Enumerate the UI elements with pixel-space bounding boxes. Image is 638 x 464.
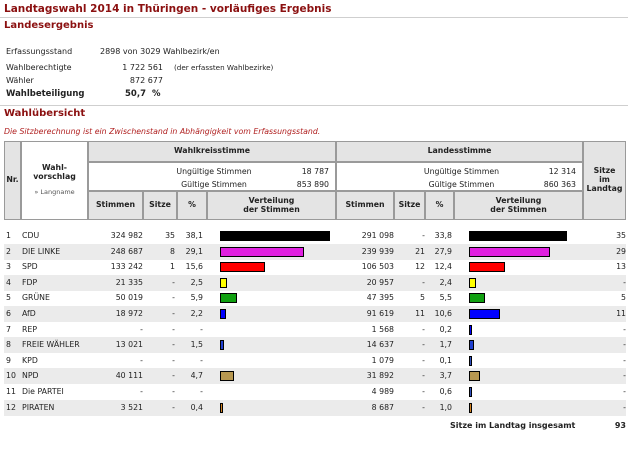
landtag-sitze: - — [623, 324, 626, 334]
ls-vote-bar — [469, 340, 474, 350]
wk-gueltige-label: Gültige Stimmen — [181, 180, 247, 189]
ls-stimmen-summary — [336, 162, 583, 191]
landtag-sitze: - — [623, 277, 626, 287]
party-name[interactable]: REP — [22, 324, 38, 334]
wk-stimmen-summary — [88, 162, 336, 191]
wk-stimmen: 248 687 — [110, 246, 143, 256]
nr: 10 — [6, 371, 16, 381]
wk-pct: 0,4 — [190, 402, 203, 412]
table-row — [4, 337, 626, 353]
ls-stimmen: 91 619 — [366, 309, 394, 318]
landtag-sitze: - — [623, 355, 626, 365]
ls-stimmen: 291 098 — [361, 231, 394, 240]
wk-col-pct: % — [177, 191, 207, 220]
ls-stimmen: 47 395 — [366, 293, 394, 303]
ls-vote-bar — [469, 278, 476, 288]
wk-vote-bar — [220, 340, 224, 350]
ls-stimmen: 239 939 — [361, 246, 394, 256]
ls-sitze: - — [422, 231, 425, 240]
ls-vote-bar — [469, 371, 480, 381]
party-name[interactable]: GRÜNE — [22, 293, 50, 303]
wk-sitze: - — [172, 340, 175, 350]
wk-sitze: - — [172, 371, 175, 381]
landtag-sitze: - — [623, 371, 626, 381]
wk-stimmen: - — [140, 324, 143, 334]
wk-stimmen: - — [140, 355, 143, 365]
waehler-value: 872 677 — [129, 76, 163, 85]
ls-sitze: 21 — [415, 246, 425, 256]
ls-sitze: 12 — [415, 262, 425, 272]
wk-pct: 29,1 — [185, 246, 203, 256]
sitzberechnung-note: Die Sitzberechnung ist ein Zwischenstand in Abhängigkeit vom Erfassungsstand. — [4, 127, 321, 136]
landtag-sitze: 13 — [616, 262, 626, 272]
ls-pct: 2,4 — [439, 277, 452, 287]
wk-col-verteilung: Verteilung der Stimmen — [207, 191, 336, 220]
wk-gueltige-value: 853 890 — [296, 180, 329, 189]
wk-sitze: - — [172, 293, 175, 303]
wk-pct: - — [200, 387, 203, 396]
berechtigte-note: (der erfassten Wahlbezirke) — [174, 63, 274, 72]
wk-sitze: 1 — [170, 262, 175, 272]
table-row — [4, 290, 626, 306]
wk-pct: 4,7 — [190, 371, 203, 381]
ls-ungueltige-label: Ungültige Stimmen — [423, 167, 500, 176]
wk-pct: - — [200, 355, 203, 365]
ls-sitze: - — [422, 371, 425, 381]
ls-sitze: - — [422, 402, 425, 412]
nr: 11 — [6, 387, 16, 396]
ls-stimmen: 8 687 — [371, 402, 394, 412]
ls-sitze: - — [422, 387, 425, 396]
table-row — [4, 228, 626, 244]
ls-pct: 0,1 — [439, 355, 452, 365]
ls-vote-bar — [469, 262, 505, 272]
ls-gueltige-value: 860 363 — [543, 180, 576, 189]
nr: 12 — [6, 402, 16, 412]
erfassung-value: 2898 von 3029 Wahlbezirk/en — [100, 47, 220, 56]
ls-gueltige-label: Gültige Stimmen — [428, 180, 495, 189]
ls-vote-bar — [469, 325, 472, 335]
ls-sitze: 11 — [415, 309, 425, 318]
ls-sitze: - — [422, 277, 425, 287]
ls-pct: 1,0 — [439, 402, 452, 412]
wk-sitze: - — [172, 277, 175, 287]
total-seats-label: Sitze im Landtag insgesamt — [450, 421, 576, 430]
ls-pct: 3,7 — [439, 371, 452, 381]
ls-col-sitze: Sitze — [394, 191, 425, 220]
wk-vote-bar — [220, 371, 234, 381]
ls-pct: 5,5 — [439, 293, 452, 303]
wk-stimmen: - — [140, 387, 143, 396]
ls-sitze: - — [422, 355, 425, 365]
wk-ungueltige-value: 18 787 — [301, 167, 329, 176]
party-name[interactable]: PIRATEN — [22, 402, 55, 412]
table-row — [4, 353, 626, 369]
wk-col-sitze: Sitze — [143, 191, 177, 220]
ls-pct: 12,4 — [434, 262, 452, 272]
ls-col-verteilung: Verteilung der Stimmen — [454, 191, 583, 220]
ls-pct: 0,2 — [439, 324, 452, 334]
ls-stimmen: 1 079 — [371, 355, 394, 365]
ls-ungueltige-value: 12 314 — [548, 167, 576, 176]
ls-pct: 0,6 — [439, 387, 452, 396]
total-seats-value: 93 — [614, 421, 626, 430]
section-wahluebersicht: Wahlübersicht — [4, 108, 86, 119]
wk-sitze: - — [172, 309, 175, 318]
nr: 6 — [6, 309, 11, 318]
col-nr-header: Nr. — [4, 141, 21, 220]
ls-col-pct: % — [425, 191, 454, 220]
beteiligung-value: 50,7 — [125, 89, 146, 99]
beteiligung-unit: % — [152, 89, 161, 99]
wk-sitze: - — [172, 402, 175, 412]
ls-stimmen: 1 568 — [371, 324, 394, 334]
ls-vote-bar — [469, 387, 472, 397]
ls-vote-bar — [469, 231, 567, 241]
table-row — [4, 400, 626, 416]
col-sitze-landtag-header: Sitze im Landtag — [583, 141, 626, 220]
wk-sitze: - — [172, 355, 175, 365]
table-row — [4, 275, 626, 291]
ls-sitze: - — [422, 324, 425, 334]
wk-sitze: 35 — [165, 231, 175, 240]
ls-vote-bar — [469, 293, 485, 303]
langname-link[interactable]: » Langname — [34, 188, 75, 197]
wk-pct: 5,9 — [190, 293, 203, 303]
party-name[interactable]: FDP — [22, 277, 38, 287]
section-landesergebnis: Landesergebnis — [4, 20, 94, 31]
ls-stimmen: 4 989 — [371, 387, 394, 396]
nr: 7 — [6, 324, 11, 334]
wk-pct: 2,2 — [190, 309, 203, 318]
ls-vote-bar — [469, 356, 472, 366]
wk-vote-bar — [220, 231, 330, 241]
landtag-sitze: 29 — [616, 246, 626, 256]
ls-vote-bar — [469, 309, 500, 319]
ls-col-stimmen: Stimmen — [336, 191, 394, 220]
nr: 5 — [6, 293, 11, 303]
ls-stimmen: 20 957 — [366, 277, 394, 287]
nr: 8 — [6, 340, 11, 350]
wk-stimmen: 13 021 — [115, 340, 143, 350]
party-name[interactable]: KPD — [22, 355, 38, 365]
wk-sitze: - — [172, 324, 175, 334]
wk-vote-bar — [220, 293, 237, 303]
table-row — [4, 259, 626, 275]
table-row — [4, 322, 626, 338]
table-row — [4, 384, 626, 400]
wk-stimmen: 133 242 — [110, 262, 143, 272]
landtag-sitze: 5 — [621, 293, 626, 303]
wk-vote-bar — [220, 278, 227, 288]
page-title: Landtagswahl 2014 in Thüringen - vorläufiges Ergebnis — [4, 3, 332, 15]
nr: 1 — [6, 231, 11, 240]
table-row — [4, 368, 626, 384]
wk-vote-bar — [220, 247, 304, 257]
wk-ungueltige-label: Ungültige Stimmen — [176, 167, 252, 176]
wk-stimmen: 40 111 — [115, 371, 143, 381]
ls-pct: 33,8 — [434, 231, 452, 240]
landtag-sitze: - — [623, 402, 626, 412]
wk-stimmen: 324 982 — [110, 231, 143, 240]
nr: 4 — [6, 277, 11, 287]
ls-stimmen: 14 637 — [366, 340, 394, 350]
wk-pct: 2,5 — [190, 277, 203, 287]
wk-vote-bar — [220, 403, 223, 413]
ls-vote-bar — [469, 403, 472, 413]
wk-col-stimmen: Stimmen — [88, 191, 143, 220]
landtag-sitze: - — [623, 340, 626, 350]
wahlkreisstimme-header: Wahlkreisstimme — [88, 141, 336, 162]
wahlvorschlag-label: Wahl- vorschlag — [33, 163, 76, 182]
col-wahlvorschlag-header — [21, 141, 88, 220]
wk-stimmen: 50 019 — [115, 293, 143, 303]
erfassung-label: Erfassungsstand — [6, 47, 73, 56]
wk-pct: 1,5 — [190, 340, 203, 350]
berechtigte-label: Wahlberechtigte — [6, 63, 72, 72]
ls-pct: 1,7 — [439, 340, 452, 350]
beteiligung-label: Wahlbeteiligung — [6, 89, 85, 99]
table-row — [4, 306, 626, 322]
wk-pct: 38,1 — [185, 231, 203, 240]
landtag-sitze: 11 — [616, 309, 626, 318]
ls-vote-bar — [469, 247, 550, 257]
wk-stimmen: 3 521 — [120, 402, 143, 412]
ls-pct: 10,6 — [434, 309, 452, 318]
party-name[interactable]: Die PARTEI — [22, 387, 64, 396]
party-name[interactable]: NPD — [22, 371, 39, 381]
party-name[interactable]: AfD — [22, 309, 36, 318]
party-name[interactable]: DIE LINKE — [22, 246, 61, 256]
nr: 3 — [6, 262, 11, 272]
wk-sitze: - — [172, 387, 175, 396]
wk-stimmen: 18 972 — [115, 309, 143, 318]
landtag-sitze: 35 — [616, 231, 626, 240]
wk-pct: 15,6 — [185, 262, 203, 272]
landesstimme-header: Landesstimme — [336, 141, 583, 162]
wk-pct: - — [200, 324, 203, 334]
waehler-label: Wähler — [6, 76, 34, 85]
ls-stimmen: 31 892 — [366, 371, 394, 381]
berechtigte-value: 1 722 561 — [122, 63, 163, 72]
ls-stimmen: 106 503 — [361, 262, 394, 272]
nr: 9 — [6, 355, 11, 365]
landtag-sitze: - — [623, 387, 626, 396]
party-name[interactable]: SPD — [22, 262, 38, 272]
ls-sitze: - — [422, 340, 425, 350]
table-row — [4, 244, 626, 260]
wk-sitze: 8 — [170, 246, 175, 256]
divider — [0, 105, 628, 106]
divider — [0, 17, 628, 18]
wk-stimmen: 21 335 — [115, 277, 143, 287]
wk-vote-bar — [220, 262, 265, 272]
ls-sitze: 5 — [420, 293, 425, 303]
wk-vote-bar — [220, 309, 226, 319]
party-name[interactable]: CDU — [22, 231, 40, 240]
party-name[interactable]: FREIE WÄHLER — [22, 340, 80, 350]
nr: 2 — [6, 246, 11, 256]
ls-pct: 27,9 — [434, 246, 452, 256]
